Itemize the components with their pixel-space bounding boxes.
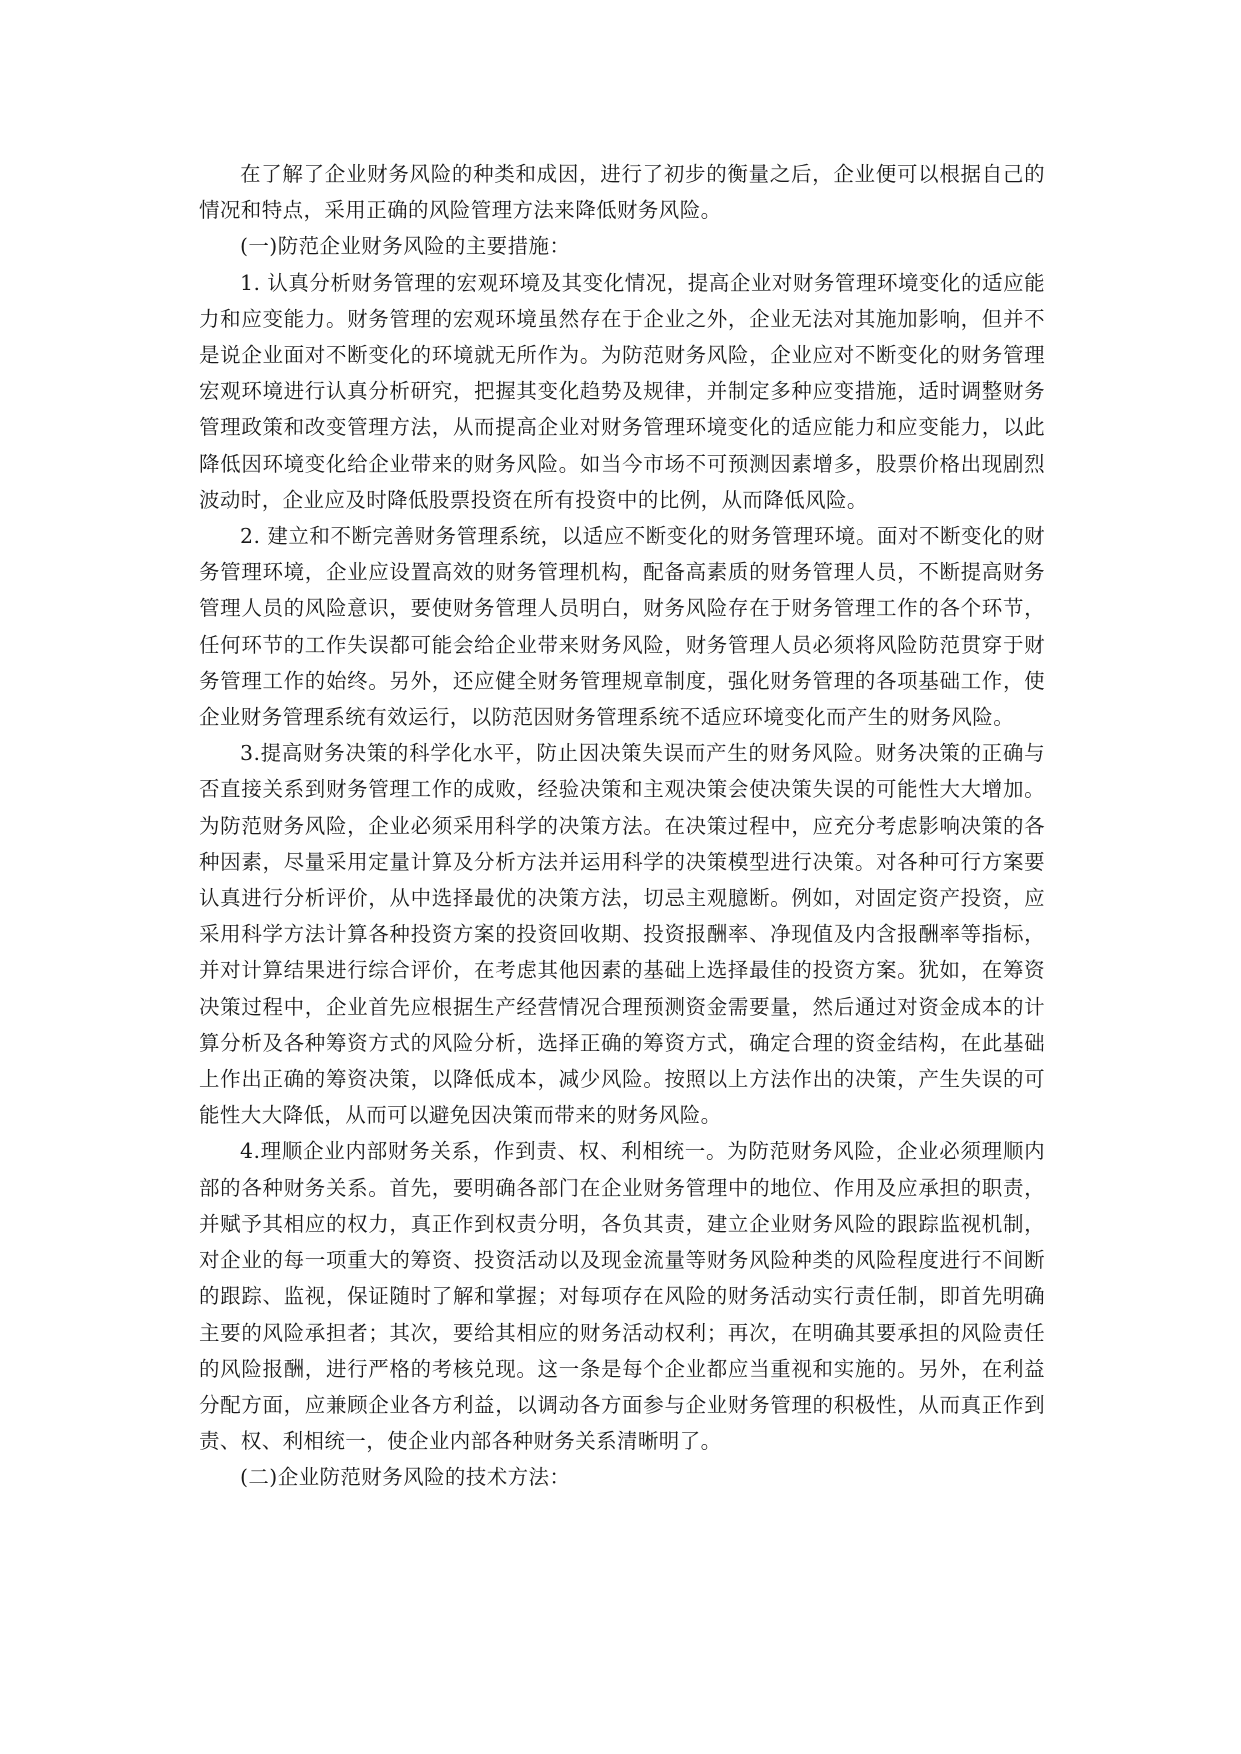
- measure-paragraph-4: 4.理顺企业内部财务关系，作到责、权、利相统一。为防范财务风险，企业必须理顺内部的各种财务关系。首先，要明确各部门在企业财务管理中的地位、作用及应承担的职责，并赋予其相应的权力，真正作到权责分明，各负其责，建立企业财务风险的跟踪监视机制，对企业的每一项重大的筹资、投资活动以及现金流量等财务风险种类的风险程度进行不间断的跟踪、监视，保证随时了解和掌握；对每项存在风险的财务活动实行责任制，即首先明确主要的风险承担者；其次，要给其相应的财务活动权利；再次，在明确其要承担的风险责任的风险报酬，进行严格的考核兑现。这一条是每个企业都应当重视和实施的。另外，在利益分配方面，应兼顾企业各方利益，以调动各方面参与企业财务管理的积极性，从而真正作到责、权、利相统一，使企业内部各种财务关系清晰明了。: [199, 1139, 1045, 1454]
- section-heading-1: (一)防范企业财务风险的主要措施：: [240, 234, 571, 259]
- intro-paragraph: 在了解了企业财务风险的种类和成因，进行了初步的衡量之后，企业便可以根据自己的情况和特点，采用正确的风险管理方法来降低财务风险。: [199, 162, 1045, 223]
- measure-paragraph-2: 2. 建立和不断完善财务管理系统，以适应不断变化的财务管理环境。面对不断变化的财务管理环境，企业应设置高效的财务管理机构，配备高素质的财务管理人员，不断提高财务管理人员的风险意识，要使财务管理人员明白，财务风险存在于财务管理工作的各个环节，任何环节的工作失误都可能会给企业带来财务风险，财务管理人员必须将风险防范贯穿于财务管理工作的始终。另外，还应健全财务管理规章制度，强化财务管理的各项基础工作，使企业财务管理系统有效运行，以防范因财务管理系统不适应环境变化而产生的财务风险。: [199, 524, 1045, 730]
- measure-paragraph-1: 1. 认真分析财务管理的宏观环境及其变化情况，提高企业对财务管理环境变化的适应能力和应变能力。财务管理的宏观环境虽然存在于企业之外，企业无法对其施加影响，但并不是说企业面对不断变化的环境就无所作为。为防范财务风险，企业应对不断变化的财务管理宏观环境进行认真分析研究，把握其变化趋势及规律，并制定多种应变措施，适时调整财务管理政策和改变管理方法，从而提高企业对财务管理环境变化的适应能力和应变能力，以此降低因环境变化给企业带来的财务风险。如当今市场不可预测因素增多，股票价格出现剧烈波动时，企业应及时降低股票投资在所有投资中的比例，从而降低风险。: [199, 270, 1045, 512]
- measure-paragraph-3: 3.提高财务决策的科学化水平，防止因决策失误而产生的财务风险。财务决策的正确与否直接关系到财务管理工作的成败，经验决策和主观决策会使决策失误的可能性大大增加。为防范财务风险，企业必须采用科学的决策方法。在决策过程中，应充分考虑影响决策的各种因素，尽量采用定量计算及分析方法并运用科学的决策模型进行决策。对各种可行方案要认真进行分析评价，从中选择最优的决策方法，切忌主观臆断。例如，对固定资产投资，应采用科学方法计算各种投资方案的投资回收期、投资报酬率、净现值及内含报酬率等指标，并对计算结果进行综合评价，在考虑其他因素的基础上选择最佳的投资方案。犹如，在筹资决策过程中，企业首先应根据生产经营情况合理预测资金需要量，然后通过对资金成本的计算分析及各种筹资方式的风险分析，选择正确的筹资方式，确定合理的资金结构，在此基础上作出正确的筹资决策，以降低成本，减少风险。按照以上方法作出的决策，产生失误的可能性大大降低，从而可以避免因决策而带来的财务风险。: [199, 741, 1045, 1128]
- document-page: [199, 156, 1045, 1496]
- section-heading-2: (二)企业防范财务风险的技术方法：: [240, 1465, 571, 1490]
